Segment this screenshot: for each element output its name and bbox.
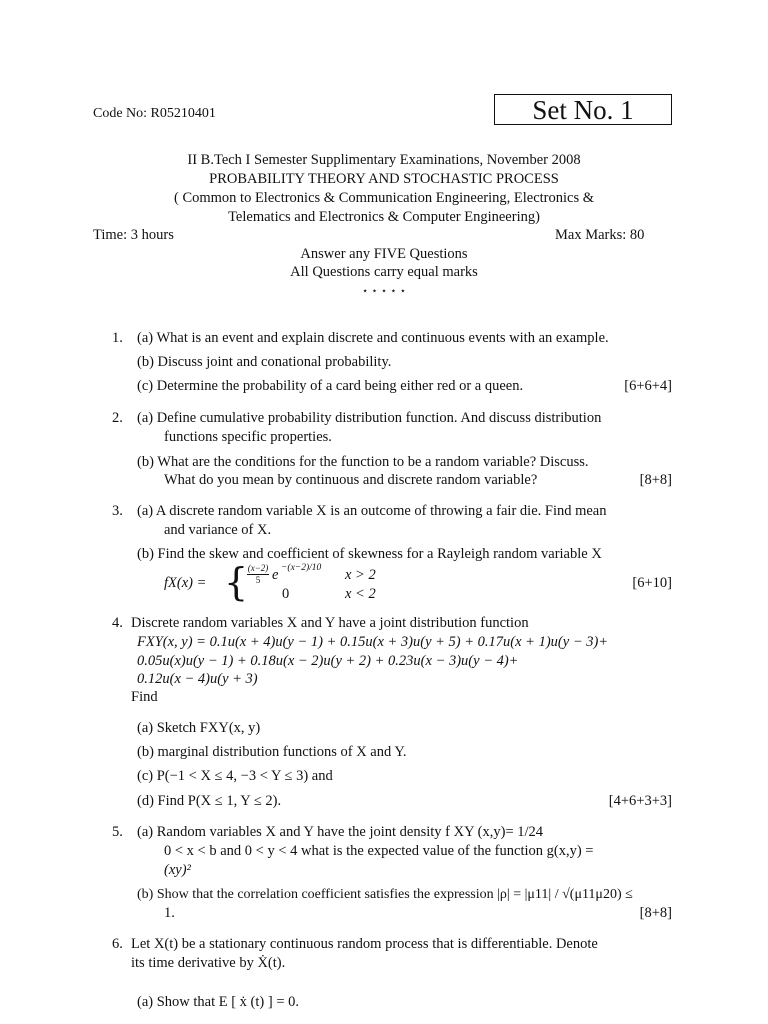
- q6-intro-line1: Let X(t) be a stationary continuous random process that is differentiable. Denote: [131, 936, 598, 952]
- q5-number: 5.: [112, 824, 123, 840]
- q4-part-a: (a) Sketch FXY(x, y): [137, 720, 261, 736]
- q4-marks: [4+6+3+3]: [608, 793, 672, 809]
- code-number: Code No: R05210401: [93, 106, 216, 121]
- q4-function-line2: 0.05u(x)u(y − 1) + 0.18u(x − 2)u(y + 2) + 0.23u(x − 3)u(y − 4)+: [137, 653, 519, 669]
- set-number-box: Set No. 1: [494, 94, 672, 125]
- q1-number: 1.: [112, 330, 123, 346]
- q3-fx-label: fX(x) =: [164, 575, 207, 591]
- q2-part-a-line1: (a) Define cumulative probability distribution function. And discuss distribution: [137, 410, 602, 426]
- q4-part-d: (d) Find P(X ≤ 1, Y ≤ 2).: [137, 793, 282, 809]
- q4-find-label: Find: [131, 689, 158, 705]
- q4-function-line3: 0.12u(x − 4)u(y + 3): [137, 671, 258, 687]
- q4-function-line1: FXY(x, y) = 0.1u(x + 4)u(y − 1) + 0.15u(x + 3)u(y + 5) + 0.17u(x + 1)u(y − 3)+: [137, 634, 609, 650]
- q6-part-a: (a) Show that E [ ẋ (t) ] = 0.: [137, 994, 299, 1010]
- instruction-1: Answer any FIVE Questions: [300, 246, 468, 262]
- q4-intro: Discrete random variables X and Y have a joint distribution function: [131, 615, 529, 631]
- max-marks-label: Max Marks: 80: [555, 227, 645, 243]
- q5-part-a-line2: 0 < x < b and 0 < y < 4 what is the expected value of the function g(x,y) =: [164, 843, 594, 859]
- q5-marks: [8+8]: [639, 905, 672, 921]
- q2-part-b-line1: (b) What are the conditions for the function to be a random variable? Discuss.: [137, 454, 589, 470]
- q2-marks: [8+8]: [639, 472, 672, 488]
- time-label: Time: 3 hours: [93, 227, 174, 243]
- q3-brace: {: [224, 560, 249, 604]
- q1-part-c: (c) Determine the probability of a card being either red or a queen.: [137, 378, 524, 394]
- common-line-2: Telematics and Electronics & Computer Engineering): [228, 209, 540, 225]
- q3-fraction-numerator: (x−2): [247, 563, 269, 573]
- q5-part-a-line1: (a) Random variables X and Y have the joint density f XY (x,y)= 1/24: [137, 824, 544, 840]
- q5-part-a-line3: (xy)²: [164, 862, 191, 878]
- q4-part-c: (c) P(−1 < X ≤ 4, −3 < Y ≤ 3) and: [137, 768, 333, 784]
- q3-number: 3.: [112, 503, 123, 519]
- q3-case1-condition: x > 2: [345, 567, 376, 583]
- q2-number: 2.: [112, 410, 123, 426]
- q1-part-b: (b) Discuss joint and conational probability.: [137, 354, 392, 370]
- q3-part-a-line1: (a) A discrete random variable X is an outcome of throwing a fair die. Find mean: [137, 503, 607, 519]
- q1-part-a: (a) What is an event and explain discrete and continuous events with an example.: [137, 330, 609, 346]
- subject-title: PROBABILITY THEORY AND STOCHASTIC PROCESS: [209, 171, 559, 187]
- q3-exp-superscript: −(x−2)/10: [281, 563, 322, 573]
- q3-marks: [6+10]: [632, 575, 672, 591]
- q4-part-b: (b) marginal distribution functions of X and Y.: [137, 744, 407, 760]
- q2-part-a-line2: functions specific properties.: [164, 429, 332, 445]
- q3-case2-value: 0: [282, 586, 290, 602]
- exam-title: II B.Tech I Semester Supplimentary Examinations, November 2008: [187, 152, 581, 168]
- q2-part-b-line2: What do you mean by continuous and discrete random variable?: [164, 472, 538, 488]
- q4-number: 4.: [112, 615, 123, 631]
- q3-part-b-line1: (b) Find the skew and coefficient of skewness for a Rayleigh random variable X: [137, 546, 602, 562]
- stars-divider: ⋆ ⋆ ⋆ ⋆ ⋆: [361, 286, 406, 297]
- q3-exp-base: e: [272, 567, 279, 583]
- q1-marks: [6+6+4]: [624, 378, 672, 394]
- q6-intro-line2: its time derivative by Ẋ(t).: [131, 955, 286, 971]
- q6-number: 6.: [112, 936, 123, 952]
- q3-case2-condition: x < 2: [345, 586, 376, 602]
- instruction-2: All Questions carry equal marks: [290, 264, 478, 280]
- q3-fraction-denominator: 5: [255, 575, 261, 585]
- q5-part-b-line1: (b) Show that the correlation coefficient satisfies the expression |ρ| = |μ11| / √(μ11μ20) ≤: [137, 887, 633, 902]
- q5-part-b-line2: 1.: [164, 905, 175, 921]
- q3-part-a-line2: and variance of X.: [164, 522, 272, 538]
- common-line-1: ( Common to Electronics & Communication Engineering, Electronics &: [173, 190, 594, 206]
